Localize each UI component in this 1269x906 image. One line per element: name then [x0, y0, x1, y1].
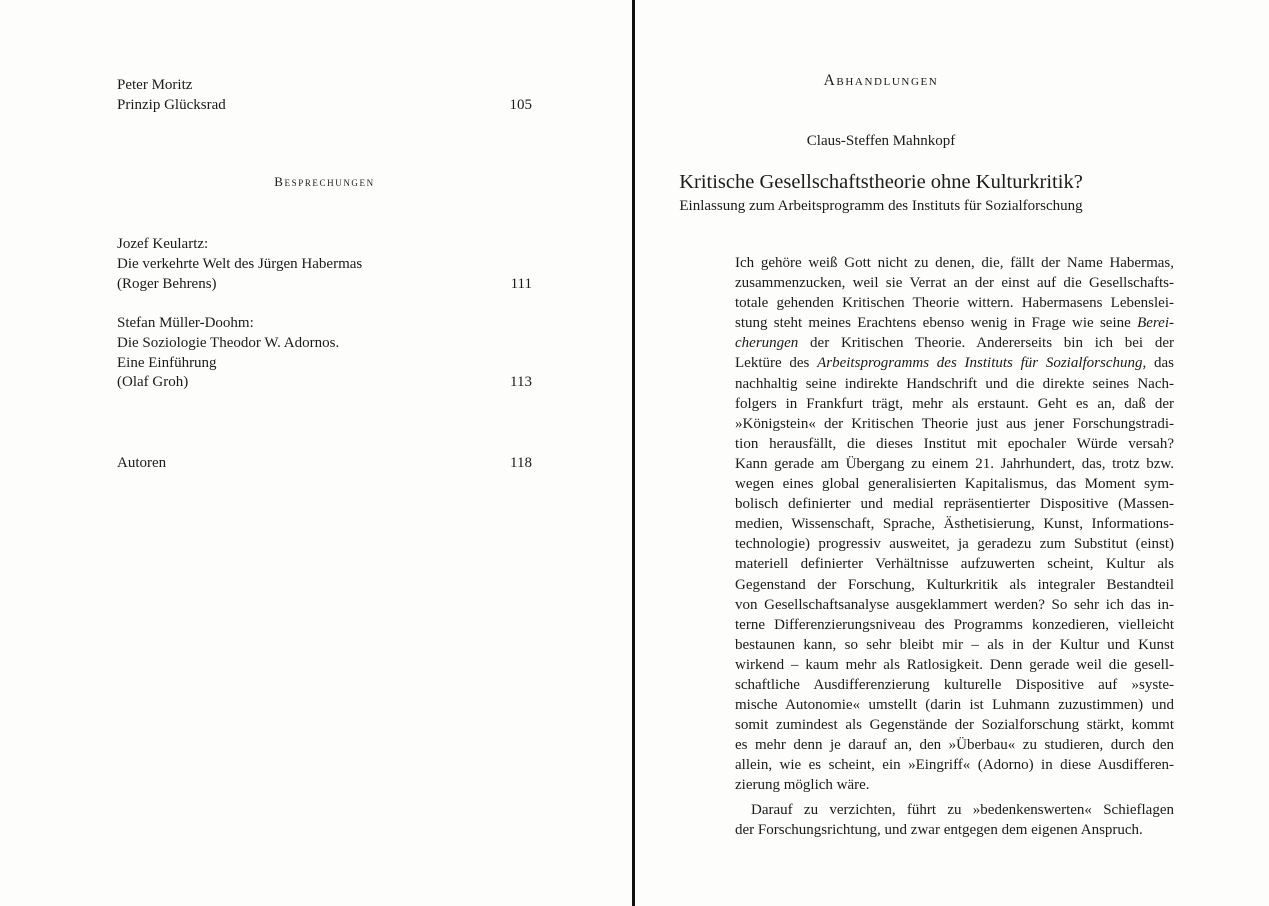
body-line: »Königstein« der Kritischen Theorie just aus jener Forschungstradi- — [735, 415, 1174, 432]
body-line: von Gesellschaftsanalyse ausgeklammert werden? So sehr ich das in- — [735, 596, 1174, 613]
body-line: bestaunen kann, so sehr bleibt mir – als in der Kultur und Kunst — [735, 636, 1174, 653]
body-line: somit zumindest als Gegenstände der Sozialforschung stärkt, kommt — [735, 717, 1174, 734]
toc-author: Peter Moritz — [117, 77, 193, 93]
toc-line: (Olaf Groh) — [117, 374, 189, 391]
article-body — [735, 253, 1174, 840]
paragraph-1 — [735, 253, 1174, 796]
article-author: Claus-Steffen Mahnkopf — [806, 133, 956, 149]
body-line: Darauf zu verzichten, führt zu »bedenkenswerten« Schieflagen — [751, 801, 1174, 818]
toc-entry-keulartz — [117, 235, 532, 294]
paragraph-2 — [735, 800, 1174, 840]
toc-page-number: 105 — [509, 96, 532, 113]
body-line: cherungen der Kritischen Theorie. Andererseits bin ich bei der — [735, 335, 1174, 352]
body-line: wegen eines global generalisierten Kapitalismus, das Moment sym- — [735, 476, 1174, 493]
toc-entry-moritz — [117, 76, 532, 116]
body-line: tion herausfällt, die dieses Institut mit epochaler Würde versah? — [735, 435, 1174, 452]
body-line: Gegenstand der Forschung, Kulturkritik als integraler Bestandteil — [735, 576, 1174, 593]
toc-line: Eine Einführung — [117, 354, 217, 371]
book-spine — [632, 0, 635, 906]
body-line: totale gehenden Kritischen Theorie wittern. Habermasens Lebenslei- — [735, 295, 1174, 312]
body-line: zusammenzucken, weil sie Verrat an der einst auf die Gesellschafts- — [735, 275, 1174, 292]
body-line: wirkend – kaum mehr als Ratlosigkeit. Denn gerade weil die gesell- — [735, 656, 1174, 673]
body-line: nachhaltig seine indirekte Handschrift und die direkte seines Nach- — [735, 375, 1174, 392]
toc-authors-label: Autoren — [117, 455, 167, 471]
section-heading-besprechungen: Besprechungen — [274, 174, 375, 189]
toc-page-number: 118 — [510, 455, 532, 471]
body-line: folgers in Frankfurt trägt, mehr als erstaunt. Geht es an, daß der — [735, 395, 1174, 412]
body-line: Lektüre des Arbeitsprogramms des Instituts für Sozialforschung, das — [735, 355, 1174, 372]
toc-page-number: 113 — [510, 374, 532, 391]
body-line: materiell definierter Verhältnisse aufzuwerten scheint, Kultur als — [735, 556, 1174, 573]
toc-title: Prinzip Glücksrad — [117, 96, 226, 113]
body-line: es mehr denn je darauf an, den »Überbau« zu studieren, durch den — [735, 737, 1174, 754]
body-line: technologie) progressiv ausweitet, ja geradezu zum Substitut (einst) — [735, 536, 1174, 553]
body-line: der Forschungsrichtung, und zwar entgegen dem eigenen Anspruch. — [735, 821, 1143, 838]
toc-page-number: 111 — [510, 275, 532, 292]
body-line: bolisch definierter und medial repräsentierter Dispositive (Massen- — [735, 496, 1174, 513]
article-subtitle: Einlassung zum Arbeitsprogramm des Instituts für Sozialforschung — [679, 198, 1083, 214]
body-line: allein, wie es scheint, ein »Eingriff« (Adorno) in diese Ausdifferen- — [735, 757, 1174, 774]
body-line: schaftliche Ausdifferenzierung kulturelle Dispositive auf »syste- — [735, 676, 1174, 693]
body-line: mische Autonomie« umstellt (darin ist Luhmann zuzustimmen) und — [735, 697, 1174, 714]
body-line: zierung möglich wäre. — [735, 777, 870, 794]
toc-line: Jozef Keulartz: — [117, 236, 209, 252]
body-line: terne Differenzierungsniveau des Programms konzedieren, vielleicht — [735, 616, 1174, 633]
body-line: stung steht meines Erachtens ebenso wenig in Frage wie seine Berei- — [735, 315, 1174, 332]
toc-line: Die verkehrte Welt des Jürgen Habermas — [117, 255, 363, 272]
article-title: Kritische Gesellschaftstheorie ohne Kulturkritik? — [679, 171, 1083, 193]
toc-line: Stefan Müller-Doohm: — [117, 315, 254, 331]
left-page — [0, 0, 633, 906]
toc-entry-autoren — [117, 454, 532, 474]
section-heading-abhandlungen: Abhandlungen — [823, 72, 939, 89]
toc-line: Die Soziologie Theodor W. Adornos. — [117, 334, 340, 351]
toc-entry-mueller-doohm — [117, 314, 532, 393]
body-line: Kann gerade am Übergang zu einem 21. Jahrhundert, das, trotz bzw. — [735, 455, 1174, 472]
body-line: Ich gehöre weiß Gott nicht zu denen, die, fällt der Name Habermas, — [735, 255, 1174, 271]
body-line: medien, Wissenschaft, Sprache, Ästhetisierung, Kunst, Informations- — [735, 516, 1174, 533]
toc-line: (Roger Behrens) — [117, 275, 217, 292]
